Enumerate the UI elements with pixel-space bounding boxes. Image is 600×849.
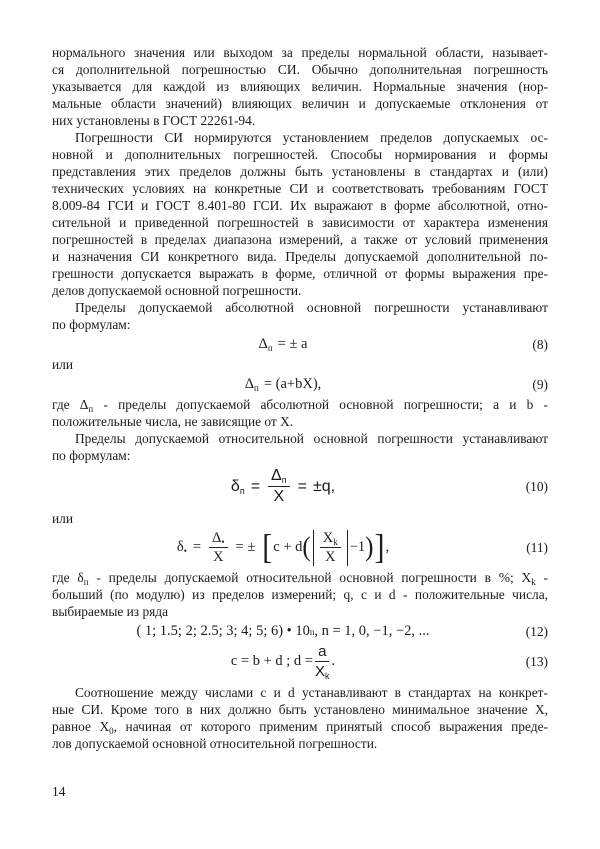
text-line: по формулам:: [52, 317, 131, 332]
text-line: выбираемые из ряда: [52, 604, 169, 620]
text-line: Пределы допускаемой относительной основной погрешности устанавливают: [75, 431, 548, 446]
page-number: 14: [52, 784, 66, 799]
left-paren: (: [302, 532, 311, 562]
paragraph-1: [52, 44, 548, 129]
text-line: нормального значения или выходом за пределы нормальной области, называет-: [52, 45, 548, 60]
text-line: по формулам:: [52, 448, 131, 463]
text-line: ся дополнительной погрешностью СИ. Обычно дополнительная погрешность: [52, 62, 548, 77]
or-connector: или: [52, 510, 74, 526]
equation-number: (12): [525, 623, 548, 639]
equation-number: (11): [526, 539, 548, 555]
right-paren: ): [365, 532, 374, 562]
delta-symbol: $\Delta_п$: [258, 336, 273, 353]
paragraph-relative-intro: [52, 430, 548, 464]
equation-number: (10): [525, 478, 548, 494]
text-line: них установлены в ГОСТ 22261-94.: [52, 113, 256, 128]
right-bracket: ]: [374, 528, 385, 567]
text-line: где $\Delta_п$ - пределы допускаемой абсолютной основной погрешности; а и b -: [52, 397, 549, 414]
text-line: положительные числа, не зависящие от X.: [52, 414, 294, 429]
text-line: погрешностей в пределах диапазона измерений, а также от условий применения: [52, 232, 548, 247]
paragraph-3: [52, 299, 548, 333]
text-line: новной и дополнительных погрешностей. Способы нормирования и формы: [52, 147, 548, 162]
delta-symbol: $\Delta_п$: [244, 376, 259, 393]
text-line: делов допускаемой основной погрешности.: [52, 283, 302, 298]
fraction: $\frac{a}{X_k}$: [314, 643, 330, 682]
equation-10-body: $\delta_п$ = $\frac{\Delta_п}{X}$ = ±q,: [230, 467, 336, 506]
equation-8-body: [52, 336, 514, 353]
equation-number: (9): [532, 376, 548, 392]
equation-number: (13): [525, 653, 548, 669]
text-line: больший (по модулю) из пределов измерений; q, c и d - положительные числа,: [52, 587, 548, 603]
equation-12: [52, 623, 548, 640]
equation-13-body: c = b + d ; d = $\frac{a}{X_k}$ .: [230, 643, 336, 682]
text-line: где $\delta_п$ - пределы допускаемой относительной основной погрешности в %; $X_k$ -: [52, 570, 548, 588]
delta-symbol: $\delta_•$: [176, 539, 187, 557]
equation-9: [52, 376, 548, 393]
text-line: грешности допускается выражать в форме, отличной от формы выражения пре-: [52, 266, 548, 281]
equation-11: [52, 530, 548, 566]
equation-rhs: = ± a: [277, 336, 308, 352]
text-line: Пределы допускаемой абсолютной основной погрешности устанавливают: [75, 300, 548, 315]
paragraph-final: [52, 684, 548, 752]
text-line: сительной и приведенной погрешностей в зависимости от характера изменения: [52, 215, 548, 230]
text-line: Погрешности СИ нормируются установлением пределов допускаемых ос-: [75, 130, 548, 145]
text-line: ные СИ. Кроме того в них должно быть установлено минимальное значение X,: [52, 701, 548, 717]
absolute-value-bars: [313, 530, 348, 566]
equation-10: [52, 467, 548, 507]
text-line: мальные области значений) влияющих величин и допускаемые отклонения от: [52, 96, 548, 111]
fraction: $\frac{\Delta_п}{X}$: [268, 467, 290, 507]
text-line: 8.009-84 ГСИ и ГОСТ 8.401-80 ГСИ. Их выражают в форме абсолютной, отно-: [52, 198, 548, 213]
text-line: и назначения СИ конкретного вида. Пределы допускаемой дополнительной по-: [52, 249, 548, 264]
delta-symbol: $\delta_п$: [230, 477, 245, 496]
text-line: Соотношение между числами с и d устанавливают в стандартах на конкрет-: [75, 684, 548, 700]
where-clause-absolute: [52, 396, 548, 430]
equation-9-body: [52, 376, 514, 393]
equation-12-body: ( 1; 1.5; 2; 2.5; 3; 4; 5; 6) • 10 n , n = 1, 0, −1, −2, ...: [136, 623, 430, 640]
equation-13: [52, 643, 548, 681]
text-line: равное $X_0$, начиная от которого применим принятый способ выражения преде-: [52, 718, 548, 736]
or-connector: или: [52, 357, 74, 372]
text-line: указывается для каждой из влияющих величин. Нормальные значения (нор-: [52, 79, 548, 94]
equation-number: (8): [532, 336, 548, 352]
fraction: $\frac{\Delta_•}{X}$: [209, 530, 227, 566]
equation-rhs: ±q,: [312, 477, 336, 495]
paragraph-2: [52, 129, 548, 299]
equation-11-body: $\delta_•$ = $\frac{\Delta_•}{X}$ = ± [ c + d ( $\frac{X_k}{X}$ −1 ) ] ,: [176, 528, 390, 567]
equation-8: [52, 336, 548, 353]
text-line: технических условиях на конкретные СИ и соответствовать требованиям ГОСТ: [52, 181, 548, 196]
fraction: $\frac{X_k}{X}$: [320, 530, 341, 566]
left-bracket: [: [262, 528, 273, 567]
text-line: представления этих пределов должны быть установлены в стандартах и (или): [52, 164, 548, 179]
where-clause-relative: [52, 569, 548, 620]
equation-rhs: = (a+bX),: [263, 376, 322, 392]
text-line: лов допускаемой основной относительной погрешности.: [52, 735, 378, 751]
